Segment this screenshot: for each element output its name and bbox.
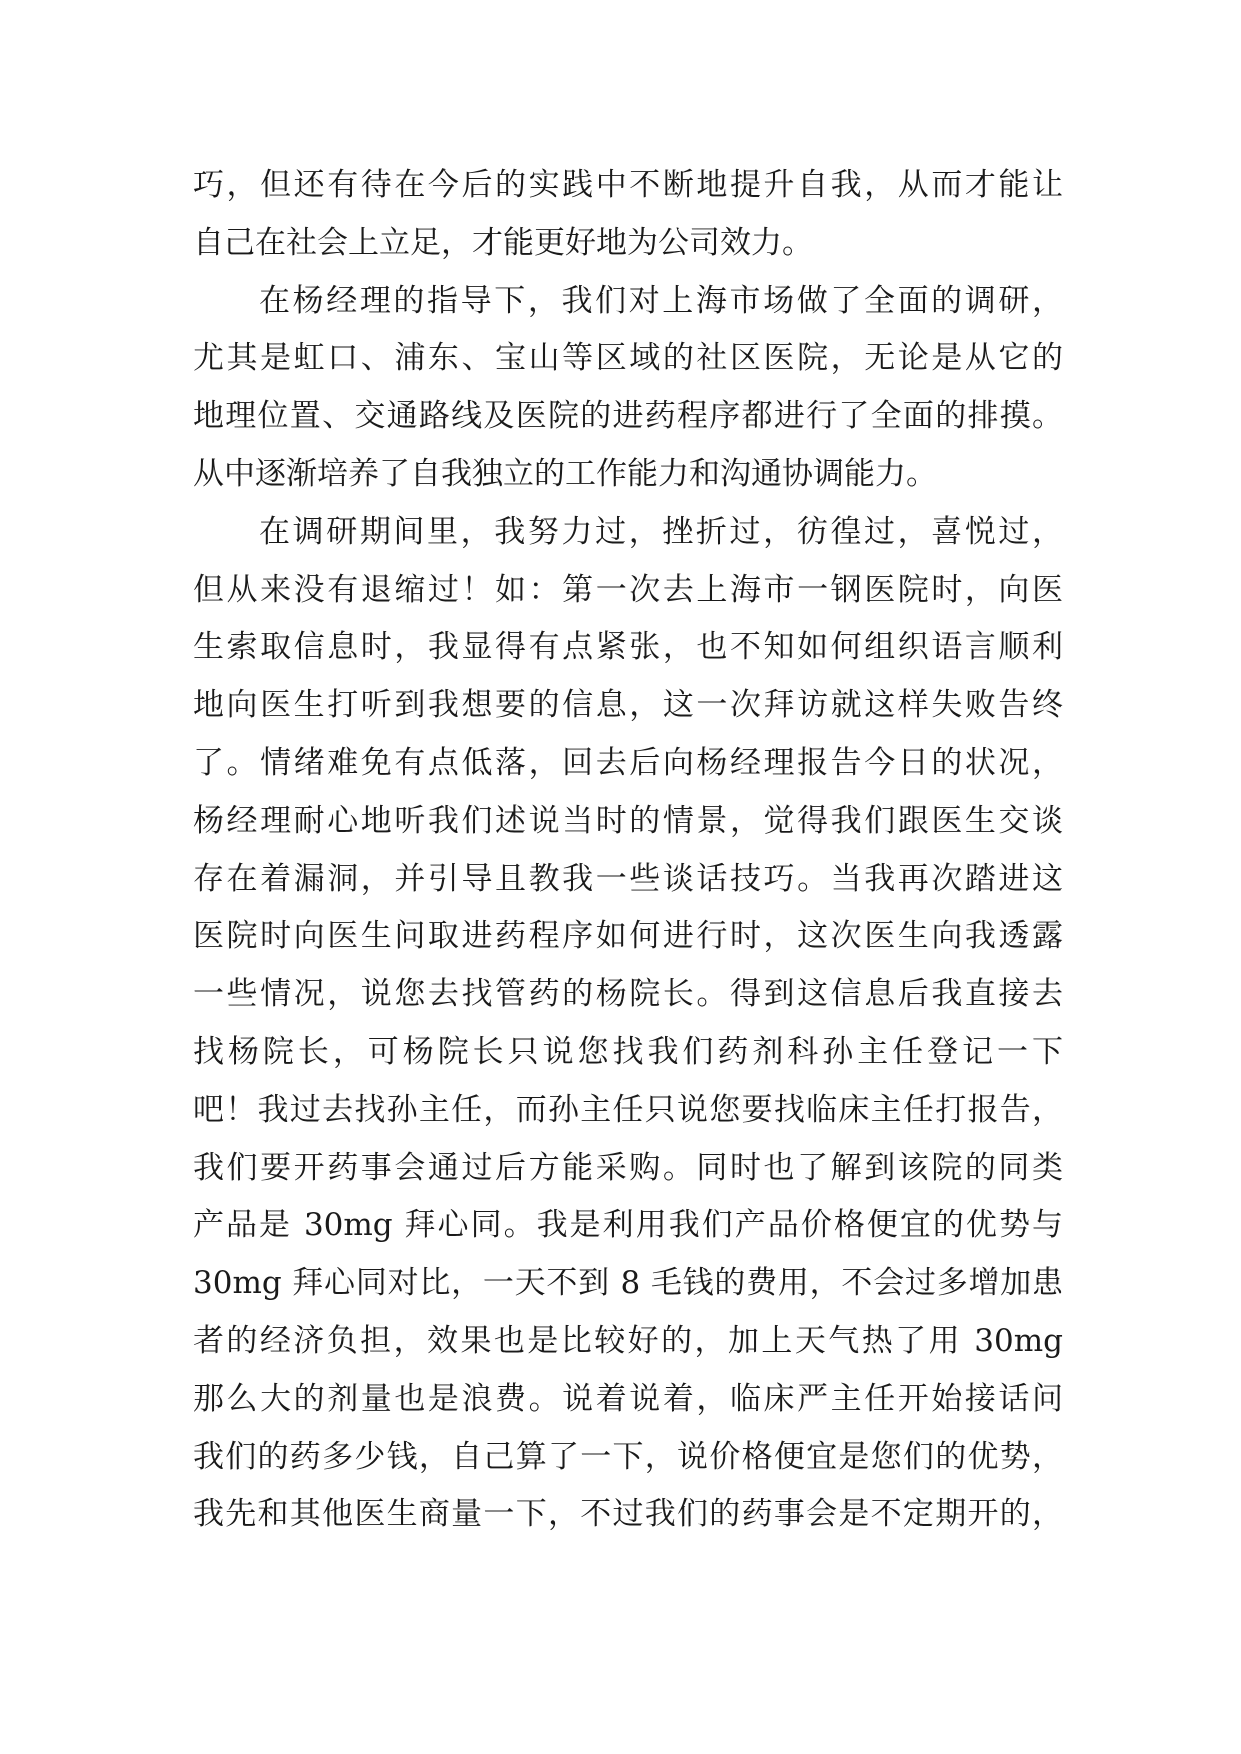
text-line: 我们的药多少钱，自己算了一下，说价格便宜是您们的优势， xyxy=(193,1438,1063,1475)
text-line: 但从来没有退缩过！如：第一次去上海市一钢医院时，向医 xyxy=(193,571,1063,608)
text-line: 地向医生打听到我想要的信息，这一次拜访就这样失败告终 xyxy=(193,687,1063,724)
text-line: 自己在社会上立足，才能更好地为公司效力。 xyxy=(193,224,813,261)
text-line: 尤其是虹口、浦东、宝山等区域的社区医院，无论是从它的 xyxy=(193,340,1063,377)
text-line: 我先和其他医生商量一下，不过我们的药事会是不定期开的， xyxy=(193,1496,1063,1533)
body-text xyxy=(193,157,1063,1544)
text-line: 存在着漏洞，并引导且教我一些谈话技巧。当我再次踏进这 xyxy=(193,860,1063,897)
text-line: 杨经理耐心地听我们述说当时的情景，觉得我们跟医生交谈 xyxy=(193,802,1063,839)
text-line: 找杨院长，可杨院长只说您找我们药剂科孙主任登记一下 xyxy=(193,1033,1063,1070)
text-line: 产品是 30mg 拜心同。我是利用我们产品价格便宜的优势与 xyxy=(193,1207,1063,1244)
text-line: 我们要开药事会通过后方能采购。同时也了解到该院的同类 xyxy=(193,1149,1063,1186)
text-line: 在调研期间里，我努力过，挫折过，彷徨过，喜悦过， xyxy=(259,513,1063,550)
text-line: 吧！我过去找孙主任，而孙主任只说您要找临床主任打报告， xyxy=(193,1091,1063,1128)
text-line: 从中逐渐培养了自我独立的工作能力和沟通协调能力。 xyxy=(193,455,937,492)
text-line: 30mg 拜心同对比，一天不到 8 毛钱的费用，不会过多增加患 xyxy=(193,1265,1063,1302)
text-line: 医院时向医生问取进药程序如何进行时，这次医生向我透露 xyxy=(193,918,1063,955)
text-line: 地理位置、交通路线及医院的进药程序都进行了全面的排摸。 xyxy=(193,398,1063,435)
text-line: 一些情况，说您去找管药的杨院长。得到这信息后我直接去 xyxy=(193,976,1063,1013)
text-line: 在杨经理的指导下，我们对上海市场做了全面的调研， xyxy=(259,282,1063,319)
text-line: 者的经济负担，效果也是比较好的，加上天气热了用 30mg xyxy=(193,1322,1063,1359)
text-line: 生索取信息时，我显得有点紧张，也不知如何组织语言顺利 xyxy=(193,629,1063,666)
text-line: 了。情绪难免有点低落，回去后向杨经理报告今日的状况， xyxy=(193,744,1063,781)
text-line: 巧，但还有待在今后的实践中不断地提升自我，从而才能让 xyxy=(193,167,1063,203)
text-line: 那么大的剂量也是浪费。说着说着，临床严主任开始接话问 xyxy=(193,1380,1063,1417)
